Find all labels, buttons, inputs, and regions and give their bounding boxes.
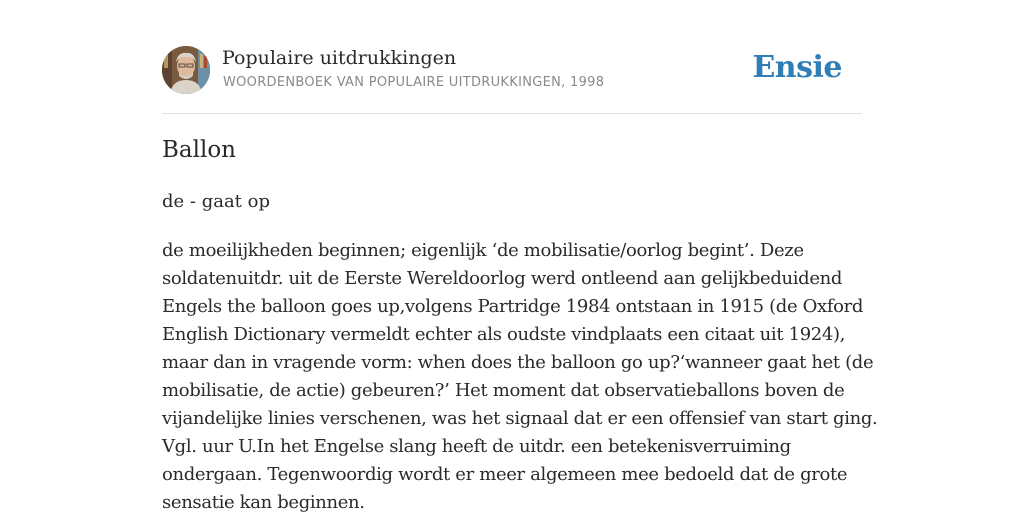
body-line: Vgl. uur U.In het Engelse slang heeft de uitdr. een betekenisverruiming	[162, 436, 791, 457]
author-name[interactable]: Populaire uitdrukkingen	[222, 47, 457, 69]
header-divider	[162, 113, 862, 114]
body-line: mobilisatie, de actie) gebeuren?’ Het moment dat observatieballons boven de	[162, 380, 845, 401]
body-line: Engels the balloon goes up,volgens Partridge 1984 ontstaan in 1915 (de Oxford	[162, 296, 864, 317]
ensie-logo[interactable]: Ensie	[752, 50, 842, 85]
entry-subtitle: de - gaat op	[162, 191, 270, 212]
header	[162, 46, 862, 96]
body-line: soldatenuitdr. uit de Eerste Wereldoorlog werd ontleend aan gelijkbeduidend	[162, 268, 843, 289]
body-line: English Dictionary vermeldt echter als oudste vindplaats een citaat uit 1924),	[162, 324, 846, 345]
author-portrait-icon	[162, 46, 210, 94]
body-line: de moeilijkheden beginnen; eigenlijk ‘de mobilisatie/oorlog begint’. Deze	[162, 240, 804, 261]
source-label: WOORDENBOEK VAN POPULAIRE UITDRUKKINGEN, 1998	[223, 75, 605, 90]
body-line: maar dan in vragende vorm: when does the balloon go up?‘wanneer gaat het (de	[162, 352, 874, 373]
entry-title: Ballon	[162, 137, 236, 163]
avatar[interactable]	[162, 46, 210, 94]
entry-body	[162, 237, 878, 517]
body-line: vijandelijke linies verschenen, was het signaal dat er een offensief van start ging.	[162, 408, 878, 429]
page	[162, 0, 878, 513]
body-line: ondergaan. Tegenwoordig wordt er meer algemeen mee bedoeld dat de grote	[162, 464, 848, 485]
body-line: sensatie kan beginnen.	[162, 492, 365, 513]
